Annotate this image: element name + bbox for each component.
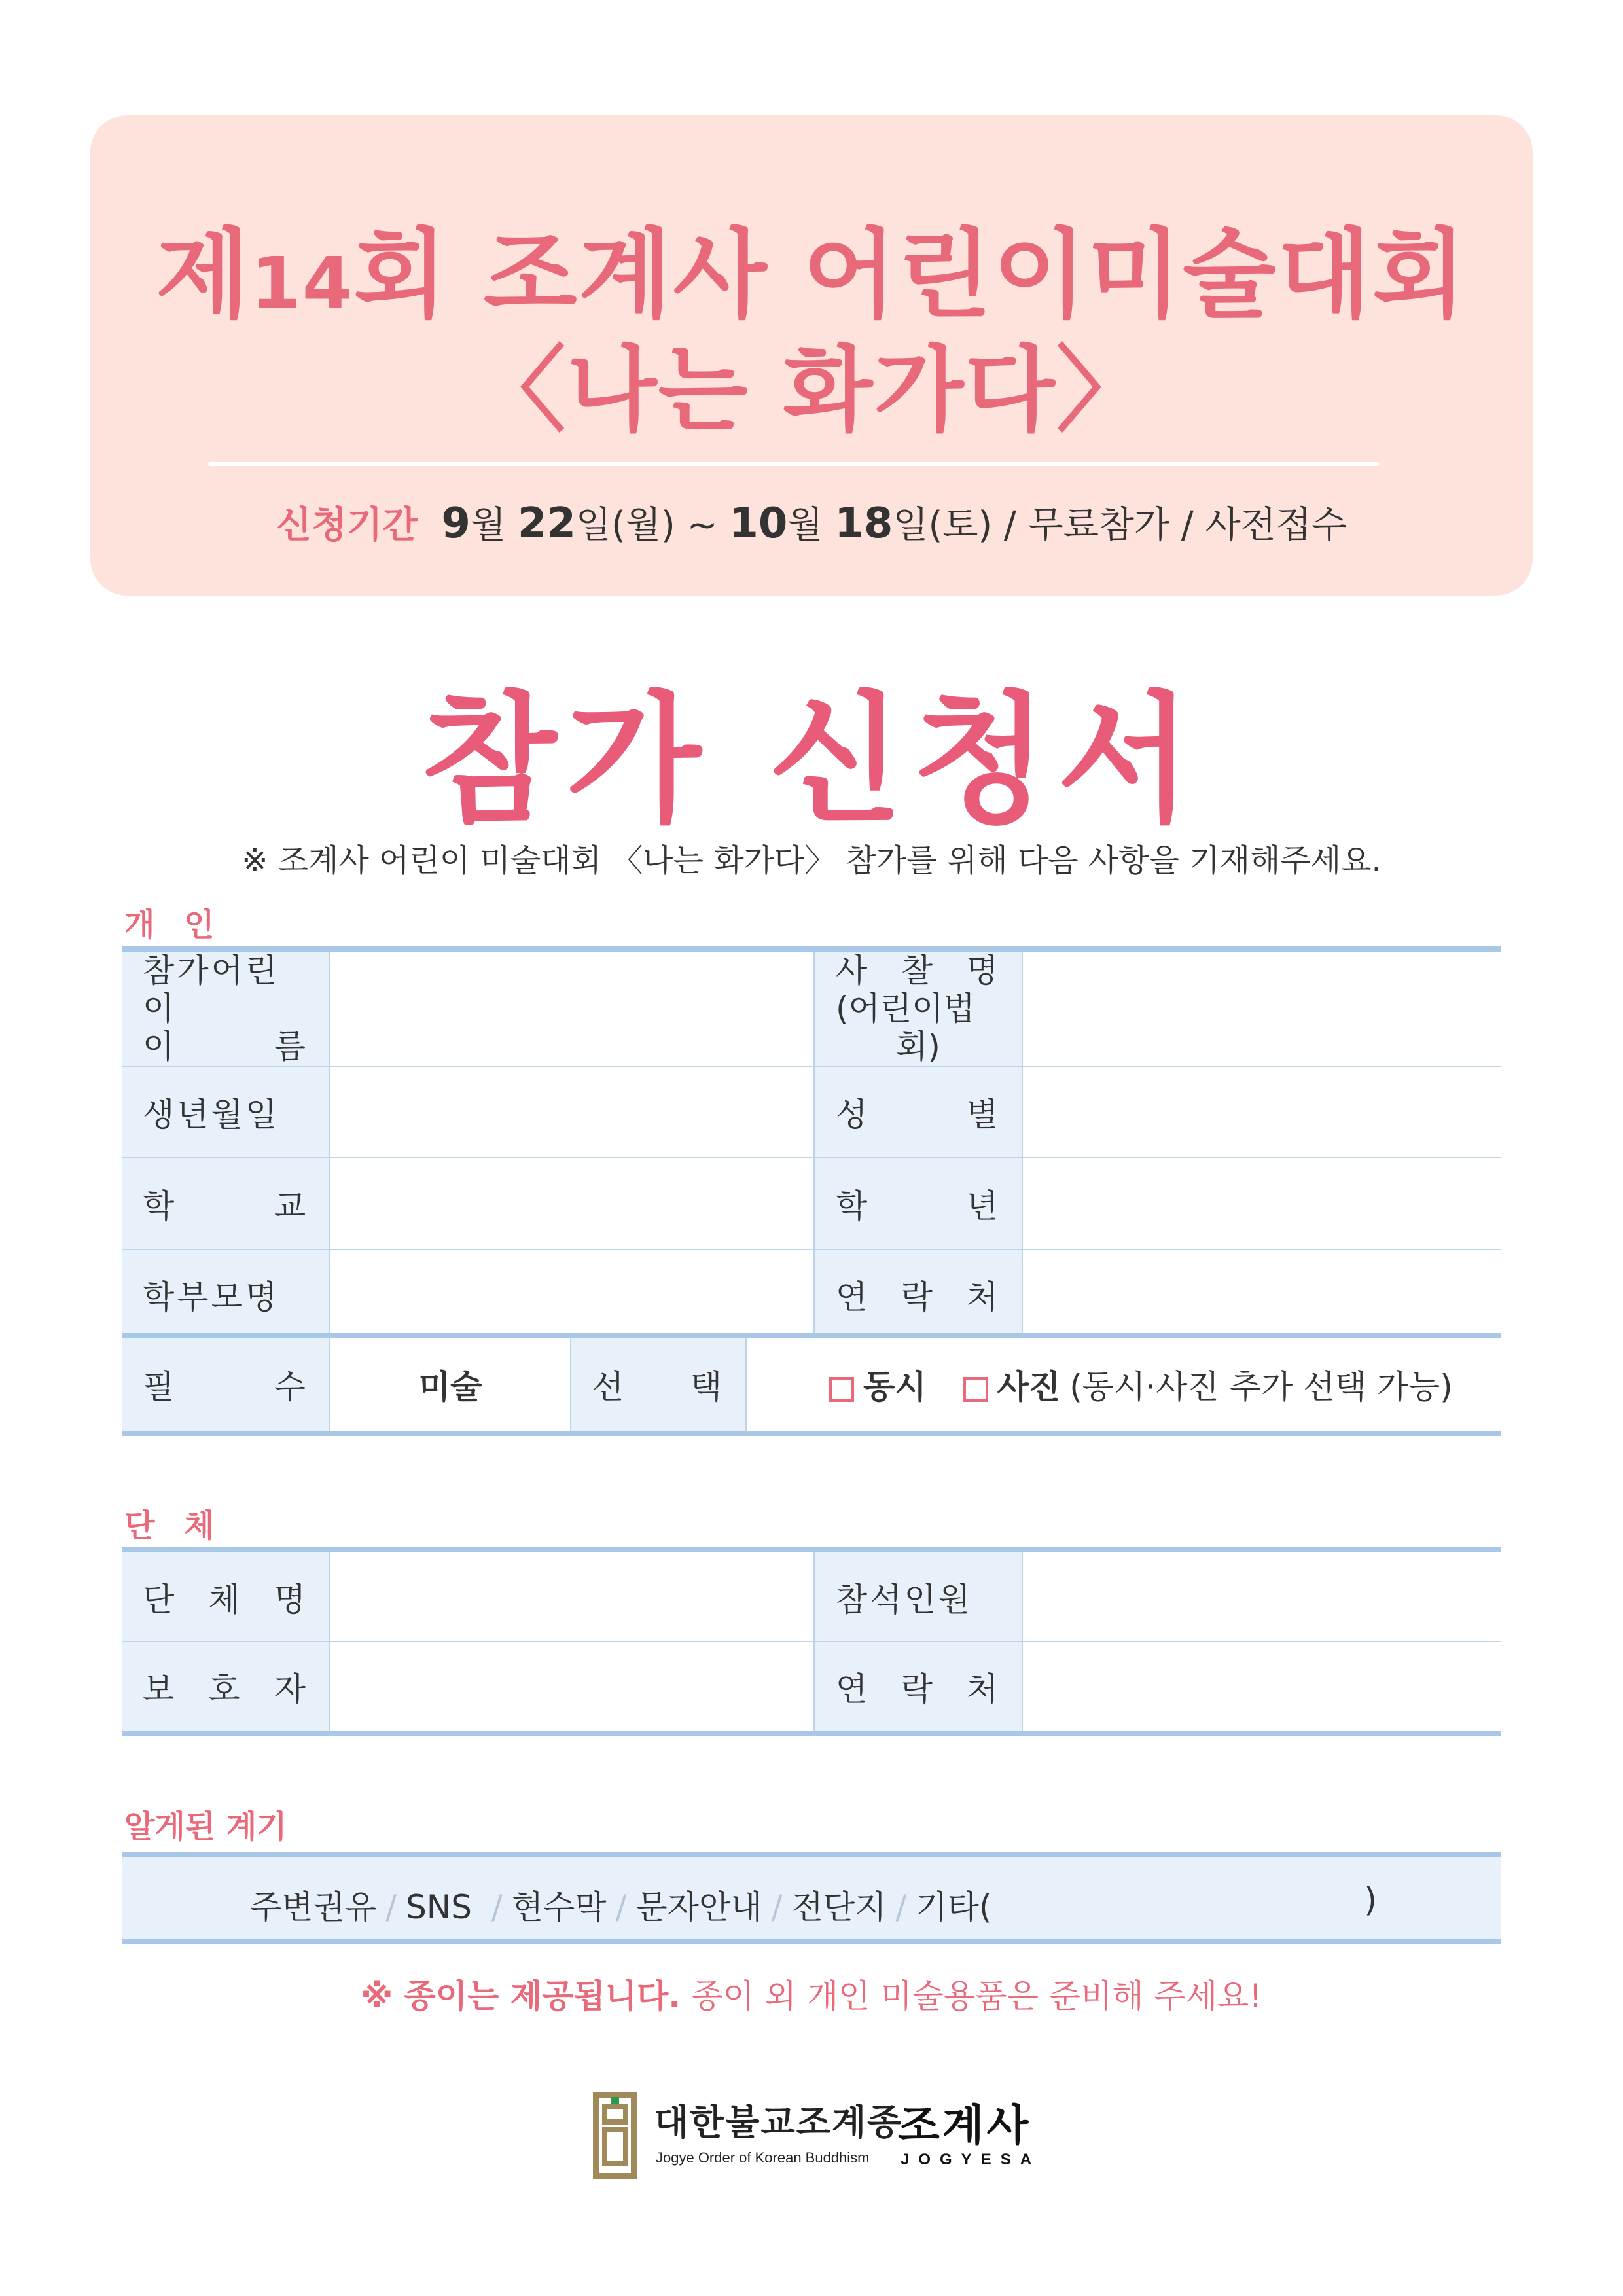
form-row: [122, 1158, 1501, 1249]
section-individual-label: 개 인: [124, 906, 224, 943]
contact-field[interactable]: [1022, 1249, 1501, 1341]
temple-name-label: 사 찰 명 (어린이법회): [814, 949, 1022, 1066]
form-row: [122, 1066, 1501, 1158]
event-subtitle: 〈나는 화가다〉: [473, 336, 1150, 444]
child-name-field[interactable]: [330, 949, 814, 1066]
referral-option[interactable]: 주변권유: [250, 1888, 377, 1926]
application-period: 신청기간 9월 22일(월) ~ 10월 18일(토) / 무료참가 / 사전접수: [276, 499, 1347, 548]
referral-option[interactable]: 현수막: [511, 1888, 607, 1926]
paper-notice: ※ 종이는 제공됩니다. 종이 외 개인 미술용품은 준비해 주세요!: [361, 1977, 1262, 2015]
school-field[interactable]: [330, 1158, 814, 1249]
org-name-korean: 대한불교조계종: [654, 2102, 903, 2143]
separator: /: [771, 1888, 783, 1926]
group-name-label: 단 체 명: [122, 1550, 330, 1641]
group-contact-field[interactable]: [1022, 1641, 1501, 1733]
child-name-label: 참가어린이 이 름: [122, 949, 330, 1066]
checkbox-poem[interactable]: [829, 1377, 854, 1402]
section-group-label: 단 체: [124, 1507, 224, 1544]
jogye-emblem-icon: [593, 2092, 637, 2179]
referral-option-other[interactable]: 기타(: [916, 1888, 992, 1926]
form-row: [122, 1249, 1501, 1341]
separator: /: [480, 1888, 503, 1926]
instruction-notice: ※ 조계사 어린이 미술대회 〈나는 화가다〉 참가를 위해 다음 사항을 기재해주세요.: [241, 842, 1382, 879]
separator: /: [385, 1888, 397, 1926]
event-title: 제14회 조계사 어린이미술대회: [156, 219, 1467, 331]
gender-field[interactable]: [1022, 1066, 1501, 1158]
guardian-label: 보 호 자: [122, 1641, 330, 1733]
school-label: 학 교: [122, 1158, 330, 1249]
group-form-table: [122, 1547, 1501, 1736]
brand-korean: 조계사: [898, 2100, 1031, 2151]
referral-option[interactable]: 전단지: [791, 1888, 887, 1926]
birthdate-field[interactable]: [330, 1066, 814, 1158]
form-row: [122, 1641, 1501, 1733]
required-label: 필 수: [122, 1335, 330, 1433]
optional-choices: [746, 1335, 1501, 1433]
separator: /: [615, 1888, 627, 1926]
form-row: [122, 1550, 1501, 1641]
grade-field[interactable]: [1022, 1158, 1501, 1249]
header-banner: [90, 115, 1533, 596]
contact-label: 연 락 처: [814, 1249, 1022, 1341]
other-close-paren: ): [1364, 1881, 1377, 1919]
referral-options: [122, 1852, 1501, 1944]
brand-english: JOGYESA: [901, 2151, 1041, 2168]
jogyesa-logo: [593, 2092, 1041, 2183]
referral-option[interactable]: SNS: [406, 1888, 472, 1926]
category-row: [122, 1335, 1501, 1433]
checkbox-photo[interactable]: [963, 1377, 988, 1402]
group-contact-label: 연 락 처: [814, 1641, 1022, 1733]
attendees-field[interactable]: [1022, 1550, 1501, 1641]
individual-form-table: [122, 946, 1501, 1344]
guardian-field[interactable]: [330, 1641, 814, 1733]
document-title: 참가 신청서: [421, 679, 1202, 842]
option-photo-label: 사진: [997, 1368, 1061, 1406]
attendees-label: 참석인원: [814, 1550, 1022, 1641]
group-name-field[interactable]: [330, 1550, 814, 1641]
org-name-english: Jogye Order of Korean Buddhism: [656, 2149, 870, 2166]
option-poem-label: 동시: [863, 1368, 927, 1406]
option-note: (동시·사진 추가 선택 가능): [1069, 1368, 1453, 1406]
optional-label: 선 택: [571, 1335, 746, 1433]
temple-name-field[interactable]: [1022, 949, 1501, 1066]
referral-option[interactable]: 문자안내: [635, 1888, 762, 1926]
required-category: 미술: [330, 1335, 571, 1433]
divider: [208, 462, 1380, 466]
category-table: [122, 1333, 1501, 1436]
form-row: [122, 949, 1501, 1066]
grade-label: 학 년: [814, 1158, 1022, 1249]
parent-name-field[interactable]: [330, 1249, 814, 1341]
parent-name-label: 학부모명: [122, 1249, 330, 1341]
section-referral-label: 알게된 계기: [124, 1808, 287, 1845]
separator: /: [895, 1888, 907, 1926]
birthdate-label: 생년월일: [122, 1066, 330, 1158]
gender-label: 성 별: [814, 1066, 1022, 1158]
